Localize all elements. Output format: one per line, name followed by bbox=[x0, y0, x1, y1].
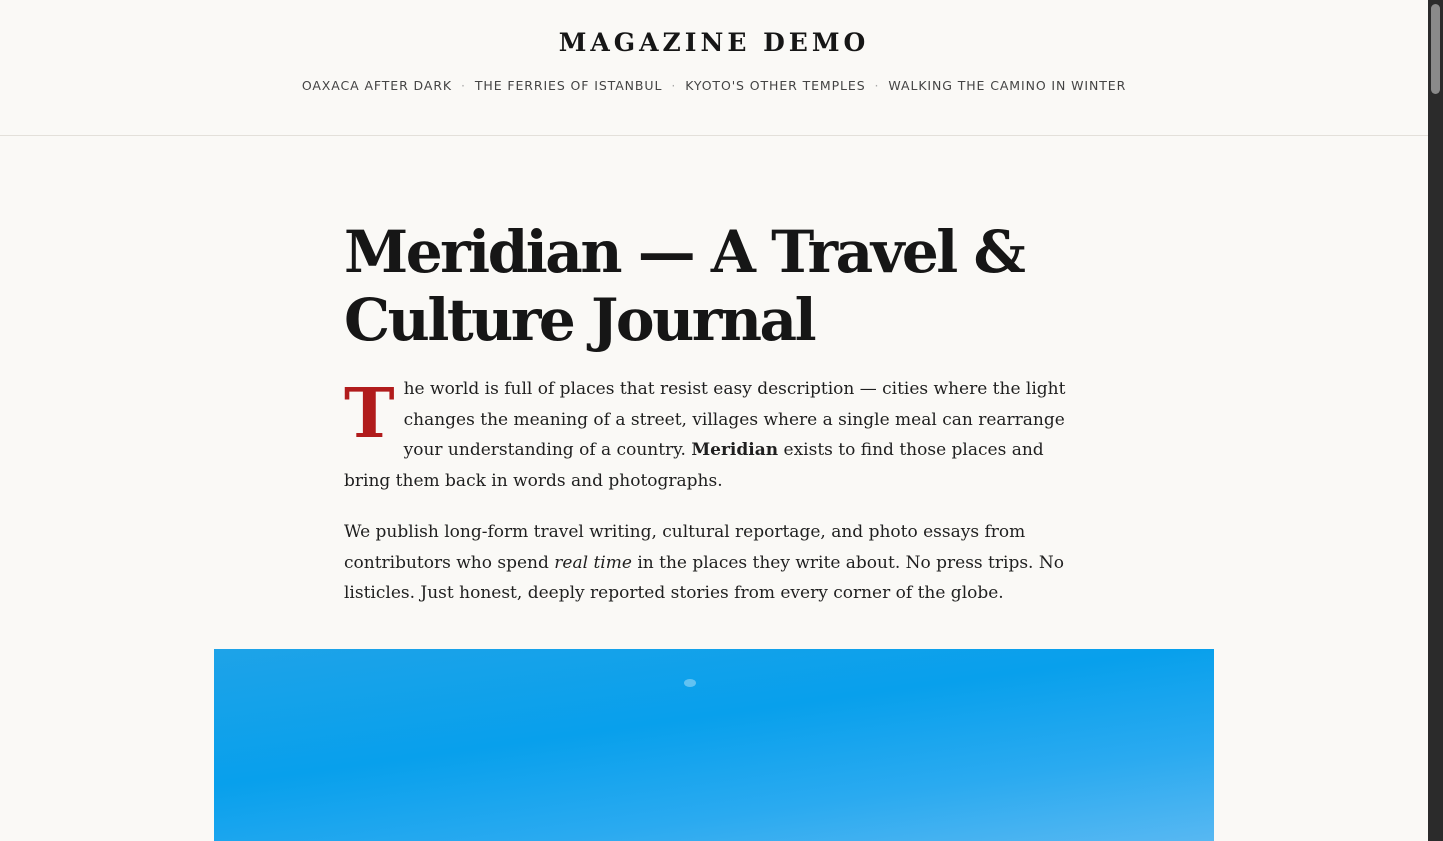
nav-separator: · bbox=[671, 78, 677, 93]
article-title: Meridian — A Travel & Culture Journal bbox=[344, 218, 1024, 354]
nav-separator: · bbox=[874, 78, 880, 93]
scrollbar-thumb[interactable] bbox=[1431, 4, 1440, 94]
second-paragraph bbox=[344, 517, 1086, 609]
scrollbar[interactable] bbox=[1428, 0, 1443, 841]
nav-link-walking-the-camino[interactable]: WALKING THE CAMINO IN WINTER bbox=[888, 78, 1127, 93]
second-emphasis: real time bbox=[554, 552, 632, 573]
top-nav bbox=[0, 76, 1428, 96]
site-header bbox=[0, 0, 1428, 136]
nav-link-kyotos-other-temples[interactable]: KYOTO'S OTHER TEMPLES bbox=[685, 78, 866, 93]
nav-link-oaxaca-after-dark[interactable]: OAXACA AFTER DARK bbox=[301, 78, 452, 93]
intro-text-end: exists to find those places and bring them back in words and photographs. bbox=[344, 440, 1044, 491]
intro-brand-name: Meridian bbox=[691, 440, 779, 461]
hero-image bbox=[214, 649, 1214, 841]
moon-shape bbox=[684, 679, 696, 687]
nav-link-ferries-of-istanbul[interactable]: THE FERRIES OF ISTANBUL bbox=[474, 78, 663, 93]
intro-paragraph bbox=[344, 374, 1086, 496]
second-text-end: in the places they write about. No press trips. No listicles. Just honest, deeply reported stories from every corner of the globe. bbox=[344, 552, 1064, 604]
site-title[interactable]: MAGAZINE DEMO bbox=[558, 28, 870, 57]
drop-cap: T bbox=[344, 374, 395, 454]
nav-separator: · bbox=[461, 78, 466, 93]
intro-text-start: he world is full of places that resist easy description — cities where the light changes the meaning of a street, villages where a single meal can rearrange your understanding of a country. bbox=[403, 379, 1066, 461]
second-text-start: We publish long-form travel writing, cultural reportage, and photo essays from contributors who spend bbox=[344, 522, 1026, 573]
